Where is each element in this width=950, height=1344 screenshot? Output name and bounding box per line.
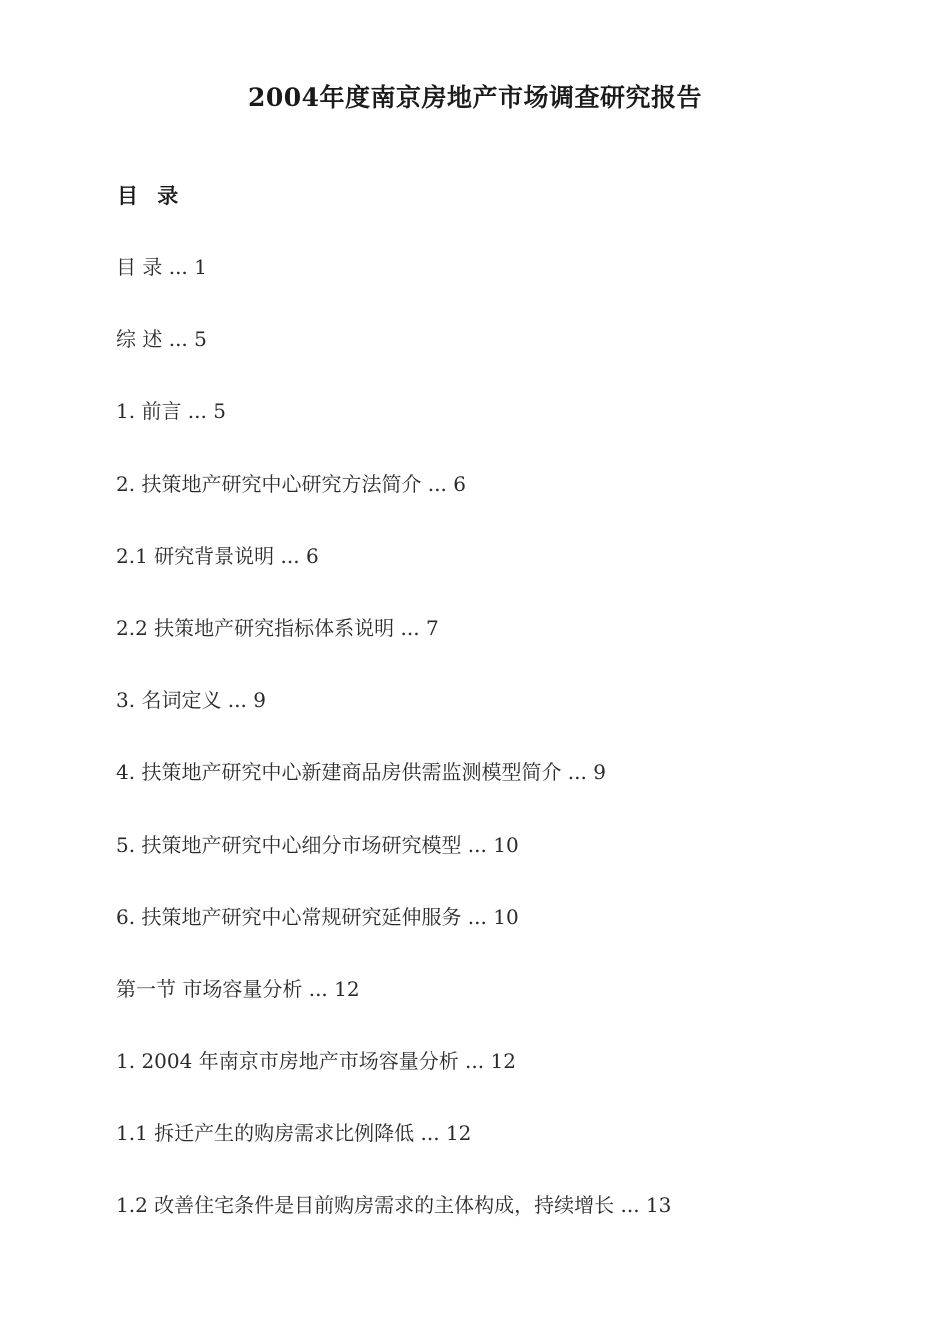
toc-heading: 目 录 [117,183,185,208]
toc-entry-section-1[interactable]: 第一节 市场容量分析 ... 12 [116,976,360,1001]
toc-entry-2-1[interactable]: 2.1 研究背景说明 ... 6 [116,543,319,568]
toc-entry-2-2[interactable]: 2.2 扶策地产研究指标体系说明 ... 7 [116,615,439,640]
toc-entry-5[interactable]: 5. 扶策地产研究中心细分市场研究模型 ... 10 [116,832,519,857]
toc-entry-6[interactable]: 6. 扶策地产研究中心常规研究延伸服务 ... 10 [116,904,519,929]
toc-list [116,252,671,1263]
toc-entry-s1-1-2[interactable]: 1.2 改善住宅条件是目前购房需求的主体构成，持续增长 ... 13 [116,1193,672,1218]
document-title: 2004年度南京房地产市场调查研究报告 [247,83,703,112]
toc-entry-contents[interactable]: 目 录 ... 1 [116,255,207,279]
toc-entry-s1-1[interactable]: 1. 2004 年南京市房地产市场容量分析 ... 12 [116,1049,516,1074]
toc-entry-2[interactable]: 2. 扶策地产研究中心研究方法简介 ... 6 [116,471,466,496]
toc-entry-1[interactable]: 1. 前言 ... 5 [116,399,226,424]
toc-entry-s1-1-1[interactable]: 1.1 拆迁产生的购房需求比例降低 ... 12 [116,1121,472,1146]
toc-entry-3[interactable]: 3. 名词定义 ... 9 [116,688,266,713]
toc-entry-4[interactable]: 4. 扶策地产研究中心新建商品房供需监测模型简介 ... 9 [116,760,606,785]
toc-entry-summary[interactable]: 综 述 ... 5 [116,327,207,352]
